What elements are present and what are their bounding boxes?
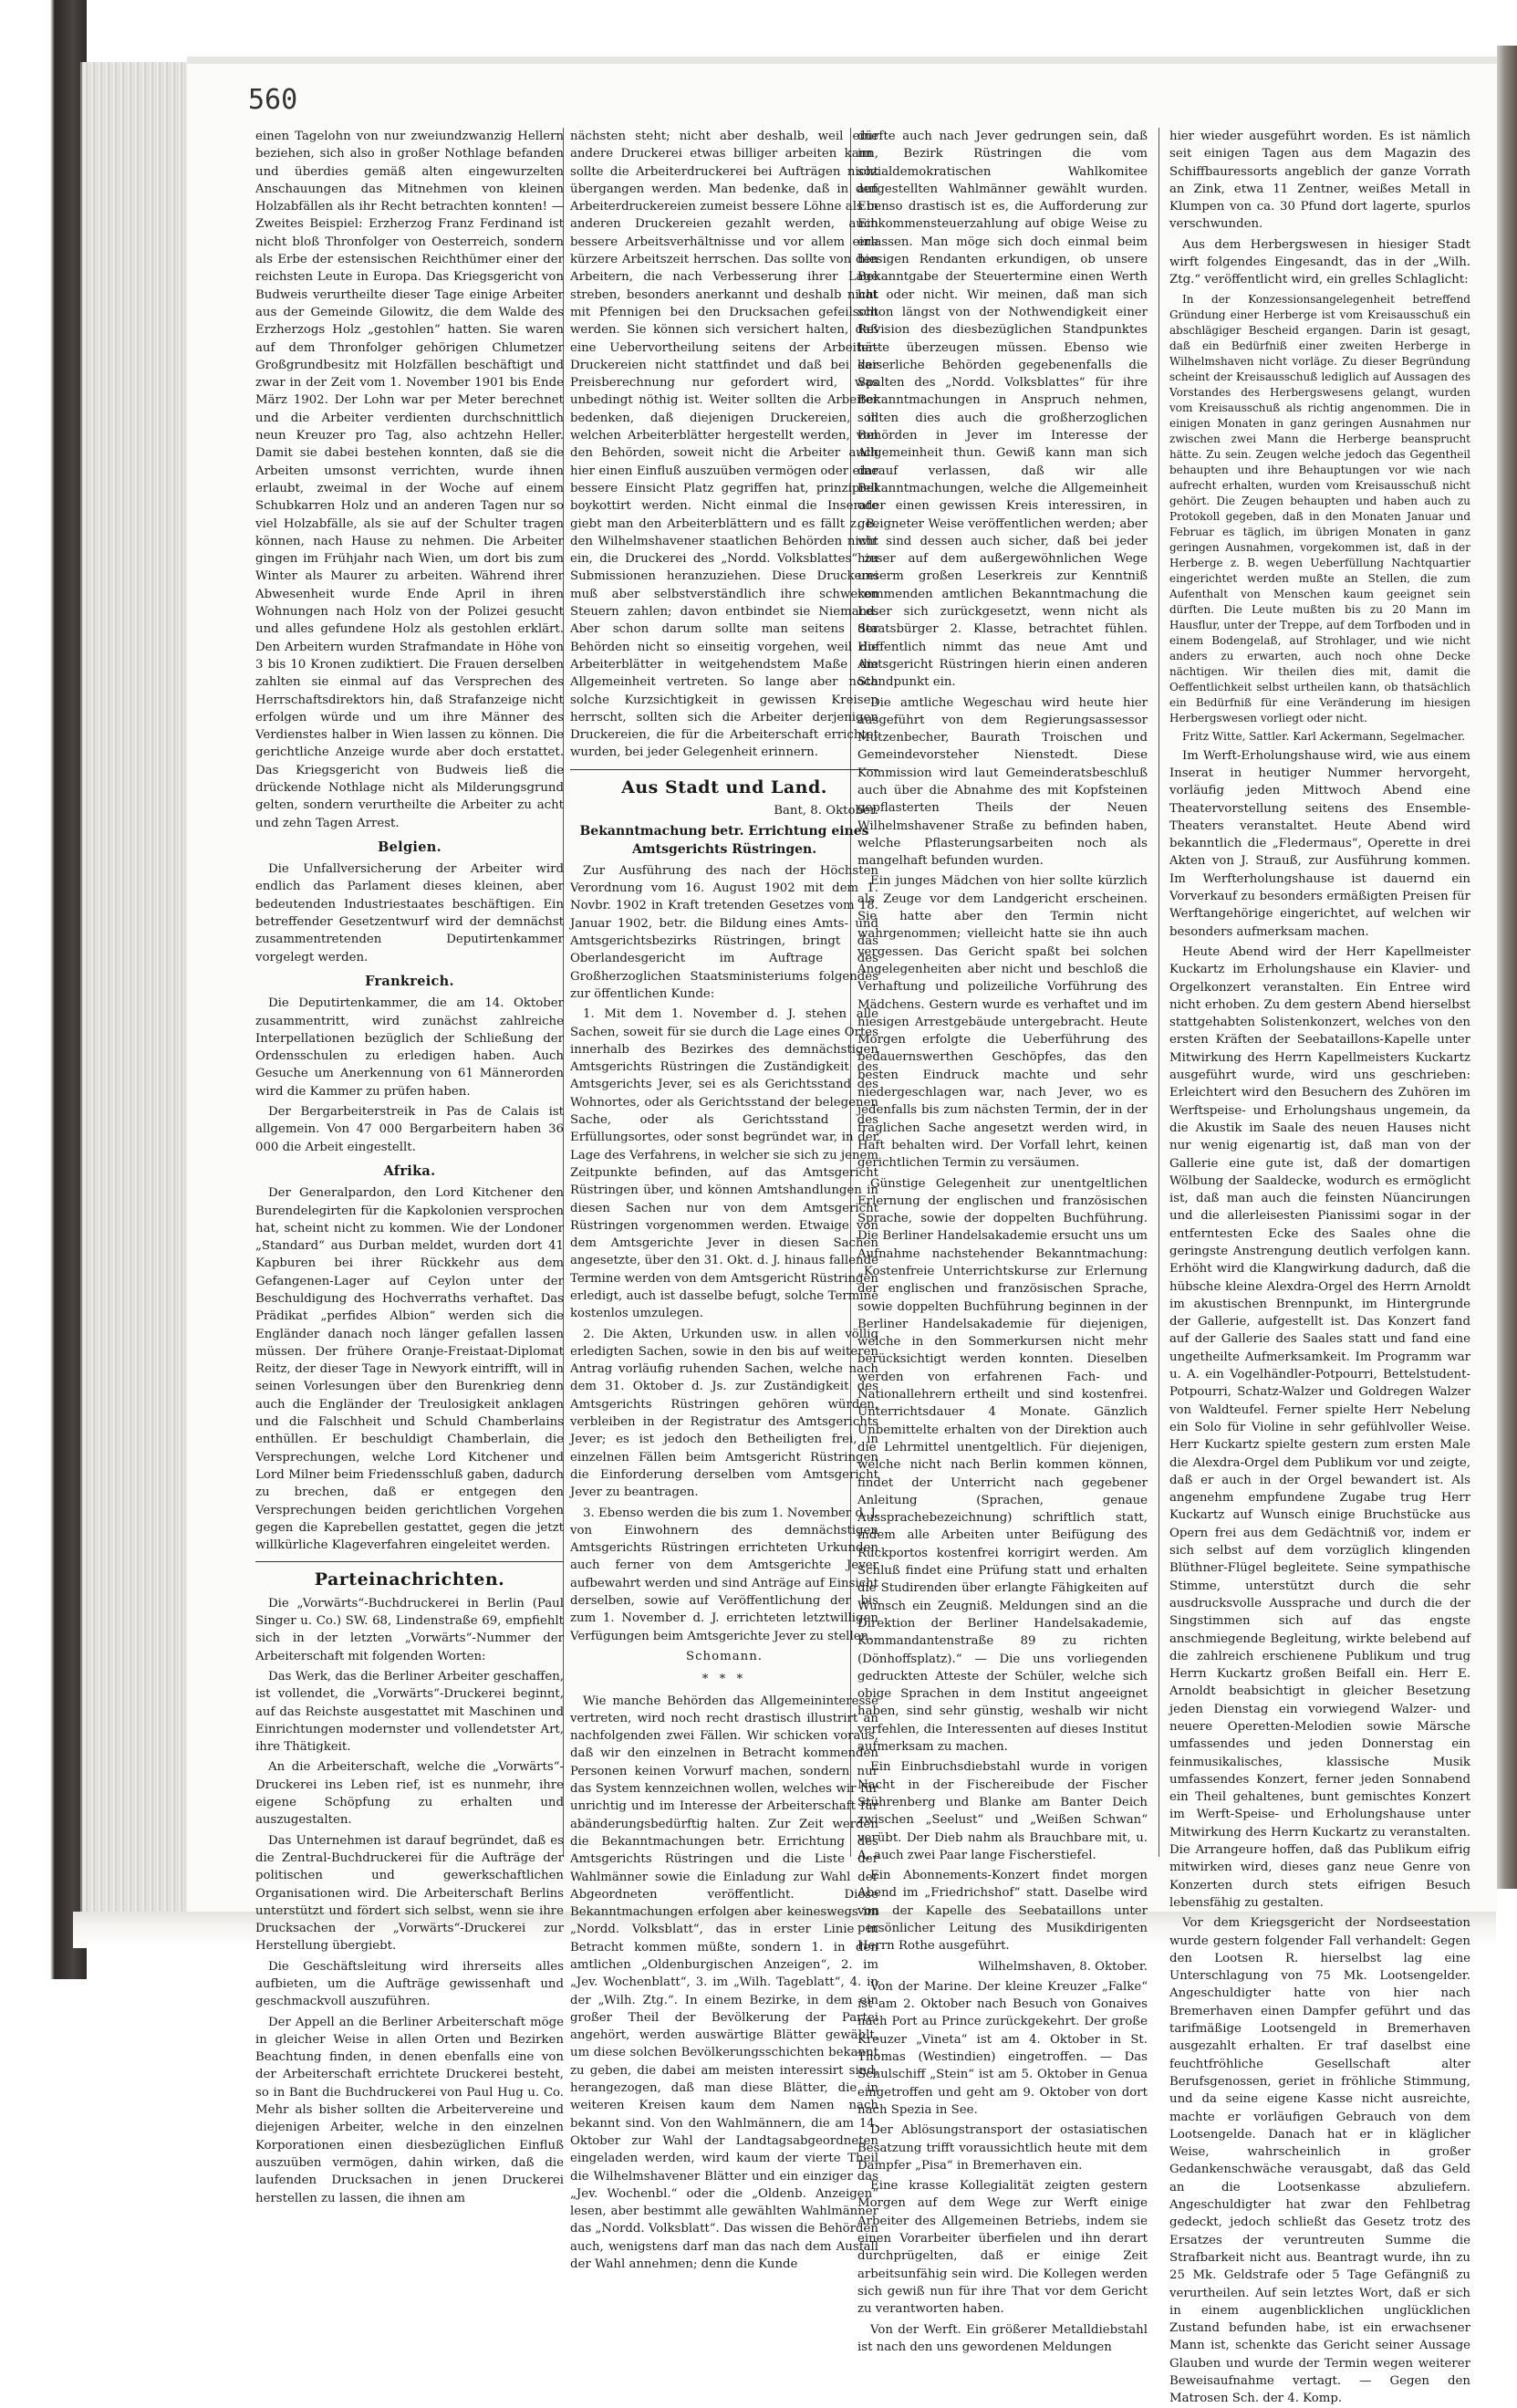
article-paragraph: Der Generalpardon, den Lord Kitchener den Burendelegirten für die Kapkolonien versprochen hat, scheint nicht zu kommen. Wie der Londoner „Standard“ aus Durban meldet, wurden dort 41 Kapburen bei ihrer Rückkehr aus dem Gefangenen-Lager auf Ceylon unter der Beschuldigung des Hochverraths verhaftet. Das Prädikat „perfides Albion“ werden sich die Engländer danach noch länger gefallen lassen müssen. Der frühere Oranje-Freistaat-Diplomat Reitz, der dieser Tage in Newyork eintrifft, will in seinen Vorlesungen über den Burenkrieg denn auch die Engländer der Treulosigkeit anklagen und die Falschheit und Schuld Chamberlains enthüllen. Er beschuldigt Chamberlain, die Versprechungen, welche Lord Kitchener und Lord Milner beim Friedensschluß gaben, dadurch zu brechen, daß er entgegen den Versprechungen beiden gerichtlichen Vorgehen gegen die Kaprebellen gestattet, gegen die jetzt willkürliche Klageverfahren eingeleitet werden.: [255, 1186, 564, 1553]
article-paragraph: Wie manche Behörden das Allgemeininteresse vertreten, wird noch recht drastisch illustrirt an nachfolgenden zwei Fällen. Wir schicken voraus, daß wir den einzelnen in Betracht kommenden Personen keinen Vorwurf machen, sondern nur das System kennzeichnen wollen, welches wir für unrichtig und im Interesse der Arbeiterschaft für abänderungsbedürftig halten. Zur Zeit werden die Bekanntmachungen betr. Errichtung des Amtsgerichts Rüstringen und die Liste der Wahlmänner sowie die Einladung zur Wahl der Abgeordneten veröffentlicht. Diese Bekanntmachungen erfolgen aber keineswegs im „Nordd. Volksblatt“, das in erster Linie in Betracht kommen müßte, sondern 1. in den amtlichen „Oldenburgischen Anzeigen“, 2. im „Jev. Wochenblatt“, 3. im „Wilh. Tageblatt“, 4. in der „Wilh. Ztg.“. In einem Bezirke, in dem ein großer Theil der Bevölkerung der Partei angehört, werden auswärtige Blätter gewählt, um diese solchen Bevölkerungsschichten bekannt zu geben, die dabei am meisten interessirt sind, herangezogen, daß man diese Blätter, die in weiteren Kreisen kaum dem Namen nach bekannt sind. Von den Wahlmännern, die am 14. Oktober zur Wahl der Landtagsabgeordneten eingeladen werden, wird kaum der vierte Theil die Wilhelmshavener Blätter und ein einziger das „Jev. Wochenbl.“ oder die „Oldenb. Anzeigen“ lesen, aber bestimmt alle gewählten Wahlmänner das „Nordd. Volksblatt“. Das wissen die Behörden auch, wenigstens darf man das nach dem Ausfall der Wahl annehmen; denn die Kunde: [570, 1694, 878, 2272]
article-paragraph: Eine krasse Kollegialität zeigten gestern Morgen auf dem Wege zur Werft einige Arbeiter des Allgemeinen Betriebs, indem sie einen Vorarbeiter überfielen und ihn derart durchprügelten, daß er einige Zeit arbeitsunfähig sein wird. Die Kollegen werden sich gewiß nun für ihre That vor dem Gericht zu verantworten haben.: [857, 2179, 1148, 2317]
article-paragraph: Die amtliche Wegeschau wird heute hier ausgeführt von dem Regierungsassessor Mutzenbecher, Baurath Troischen und Gemeindevorsteher Nienstedt. Diese Kommission wird laut Gemeinderatsbeschluß auch über die Abnahme des mit Kopfsteinen gepflasterten Theils der Neuen Wilhelmshavener Straße zu befinden haben, welche Pflasterungsarbeiten noch als mangelhaft befunden wurden.: [857, 695, 1148, 869]
asterism: * * *: [701, 1673, 747, 1687]
letter-signature: Fritz Witte, Sattler. Karl Ackermann, Segelmacher.: [1182, 729, 1466, 743]
letter-to-editor: In der Konzessionsangelegenheit betreffend Gründung einer Herberge ist vom Kreisausschuß ein abschlägiger Bescheid ergangen. Darin ist gesagt, daß ein Bedürfniß einer zweiten Herberge in Wilhelmshaven nicht vorläge. Zu dieser Begründung scheint der Kreisausschuß lediglich auf Aussagen des Vorstandes des Herbergswesens gelangt, wurden vom Kreisausschuß als richtig angenommen. Die in einigen Monaten in ganz geringen Ausnahmen nur zwischen zwei Mann die Herberge beansprucht hätte. Zu sein. Zeugen welche jedoch das Gegentheil behaupten und ihre Behauptungen vor wie nach aufrecht erhalten, wurden vom Kreisausschuß nicht gehört. Die Zeugen behaupten und haben auch zu Protokoll gegeben, daß in den Monaten Januar und Februar es täglich, im übrigen Monaten in ganz geringen Ausnahmen, vorgekommen ist, daß in der Herberge z. B. wegen Ueberfüllung Nachtquartier eingerichtet werden mußte an Stellen, die zum Aufenthalt von Menschen kaum geeignet sein dürften. Die Leute mußten bis zu 20 Mann im Hausflur, unter der Treppe, auf dem Torfboden und in einem Bodengelaß, auf Strohlager, und wie nicht anders zu erwarten, auch noch ohne Decke nächtigen. Wir theilen dies mit, damit die Oeffentlichkeit selbst urtheilen kann, ob thatsächlich ein Bedürfniß für eine Veränderung im hiesigen Herbergswesen vorliegt oder nicht.: [1169, 292, 1470, 724]
article-paragraph: 3. Ebenso werden die bis zum 1. November d. J. von Einwohnern des demnächstigen Amtsgerichts Rüstringen errichteten Urkunden auch ferner von dem Amtsgerichte Jever aufbewahrt werden und sind Anträge auf Einsicht derselben, sowie auf Veröffentlichung der bis zum 1. November d. J. errichteten letztwilligen Verfügungen beim Amtsgerichte Jever zu stellen.: [570, 1506, 878, 1643]
article-paragraph: Das Unternehmen ist darauf begründet, daß es die Zentral-Buchdruckerei für die Aufträge der politischen und gewerkschaftlichen Organisationen wird. Die Arbeiterschaft Berlins unterstützt und fördert sich selbst, wenn sie ihre Drucksachen der „Vorwärts“-Druckerei zur Herstellung übergiebt.: [255, 1833, 564, 1954]
section-heading-frankreich: Frankreich.: [365, 973, 454, 989]
article-paragraph: Günstige Gelegenheit zur unentgeltlichen Erlernung der englischen und französischen Sprache, sowie der doppelten Buchführung. Die Berliner Handelsakademie ersucht uns um Aufnahme nachstehender Bekanntmachung: „Kostenfreie Unterrichtskurse zur Erlernung der englischen und französischen Sprache, sowie doppelten Buchführung beginnen in der Berliner Handelsakademie für diejenigen, welche in den Sommerkursen nicht mehr berücksichtigt werden konnten. Dieselben werden von erfahrenen Fach- und Nationallehrern ertheilt und sind kostenfrei. Unterrichtsdauer 4 Monate. Gänzlich Unbemittelte erhalten von der Direktion auch die Lehrmittel unentgeltlich. Für diejenigen, welche nicht nach Berlin kommen können, findet der Unterricht nach gegebener Anleitung (Sprachen, genaue Aussprachebezeichnung) schriftlich statt, indem alle Arbeiten unter Beifügung des Rückportos kostenfrei korrigirt werden. Am Schluß findet eine Prüfung statt und erhalten die Studirenden über erlangte Fähigkeiten auf Wunsch ein Zeugniß. Meldungen sind an die Direktion der Berliner Handelsakademie, Kommandantenstraße 89 zu richten (Dönhoffsplatz).“ — Die uns vorliegenden gedruckten Atteste der Schüler, welche sich obige Sprachen in dem Institut angeeignet haben, sind sehr günstig, weshalb wir nicht verfehlen, die Interessenten auf dieses Institut aufmerksam zu machen.: [857, 1176, 1148, 1755]
article-paragraph: Aus dem Herbergswesen in hiesiger Stadt wirft folgendes Eingesandt, das in der „Wilh. Ztg.“ veröffentlicht wird, ein grelles Schlaglicht:: [1169, 237, 1470, 287]
article-paragraph: Die Geschäftsleitung wird ihrerseits alles aufbieten, um die Aufträge gewissenhaft und geschmackvoll auszuführen.: [255, 1959, 564, 2009]
article-paragraph: Der Bergarbeiterstreik in Pas de Calais ist allgemein. Von 47 000 Bergarbeitern haben 36 000 die Arbeit eingestellt.: [255, 1105, 564, 1154]
column-3: [857, 128, 1148, 2354]
book-binding: [0, 0, 87, 1979]
article-paragraph: einen Tagelohn von nur zweiundzwanzig Hellern beziehen, sich also in großer Nothlage befanden und überdies gemäß alten eingewurzelten Anschauungen das Mitnehmen von kleinen Holzabfällen als ihr Recht betrachten konnten! — Zweites Beispiel: Erzherzog Franz Ferdinand ist nicht bloß Thronfolger von Oesterreich, sondern als Erbe der estensischen Reichthümer einer der reichsten Leute in Europa. Das Kriegsgericht von Budweis verurtheilte dieser Tage einige Arbeiter aus der Gemeinde Gilowitz, die dem Walde des Erzherzogs Holz „gestohlen“ hatten. Sie waren auf dem Thronfolger gehörigen Chlumetzer Großgrundbesitz mit Holzfällen beschäftigt und zwar in der Zeit vom 1. November 1901 bis Ende März 1902. Der Lohn war per Meter berechnet und die Arbeiter verdienten durchschnittlich neun Kreuzer pro Tag, also achtzehn Heller. Damit sie dabei bestehen konnten, daß sie die Arbeiten umsonst verrichten, wurde ihnen erlaubt, zweimal in der Woche auf einem Schubkarren Holz und an anderen Tagen nur so viel Holzabfälle, als sie auf der Schulter tragen können, nach Hause zu nehmen. Die Arbeiter gingen im Frühjahr nach Wien, um dort bis zum Winter als Maurer zu arbeiten. Während ihrer Abwesenheit wurde Ende April in ihren Wohnungen nach Holz von der Polizei gesucht und alles gefundene Holz als gestohlen erklärt. Den Arbeitern wurden Strafmandate in Höhe von 3 bis 10 Kronen zudiktiert. Die Frauen derselben zahlten sie einmal auf das Versprechen des Herrschaftsdirektors hin, daß Strafanzeige nicht erfolgen würde und um ihre Männer des Verdienstes halber in Wien lassen zu können. Die gerichtliche Anzeige wurde aber doch erstattet. Das Kriegsgericht von Budweis ließ die drückende Nothlage nicht als Milderungsgrund gelten, sondern verurtheilte die Arbeiter zu acht und zehn Tagen Arrest.: [255, 130, 564, 830]
dateline: Wilhelmshaven, 8. Oktober.: [978, 1959, 1148, 1974]
article-paragraph: Zur Ausführung des nach der Höchsten Verordnung vom 16. August 1902 mit dem 1. Novbr. 1902 in Kraft tretenden Gesetzes vom 18. Januar 1902, betr. die Bildung eines Amts- und Amtsgerichtsbezirks Rüstringen, bringt das Oberlandesgericht im Auftrage des Großherzoglichen Staatsministeriums folgendes zur öffentlichen Kunde:: [570, 863, 878, 1001]
book-right-edge: [1497, 46, 1517, 1889]
article-paragraph: Das Werk, das die Berliner Arbeiter geschaffen, ist vollendet, die „Vorwärts“-Druckerei beginnt, auf das Reichste ausgestattet mit Maschinen und Einrichtungen modernster und vollendetster Art, ihre Thätigkeit.: [255, 1669, 564, 1755]
article-paragraph: Heute Abend wird der Herr Kapellmeister Kuckartz im Erholungshause ein Klavier- und Orgelkonzert veranstalten. Ein Entree wird nicht erhoben. Zu dem gestern Abend hierselbst stattgehabten Solistenkonzert, welches von den ersten Kräften der Seebataillons-Kapelle unter Mitwirkung des Herrn Kapellmeisters Kuckartz ausgeführt wurde, wird uns geschrieben: Erleichtert wird den Besuchern des Zuhören im Werftspeise- und Erholungshaus ungemein, da die Akustik im Saale des neuen Hauses nicht nur wenig eigenartig ist, daß man von der Gallerie eine gute ist, daß der domartigen Wölbung der Saaldecke, wodurch es ermöglicht ist, daß man auch die feinsten Nüancirungen und die allerleisesten Pianissimi sogar in der entferntesten Ecke des Saales ohne die geringste Anstrengung deutlich verfolgen kann. Erhöht wird die Klangwirkung dadurch, daß die hübsche kleine Alexdra-Orgel des Herrn Arnoldt im akustischen Brennpunkt, im Hintergrunde der Gallerie, aufgestellt ist. Das Konzert fand auf der Gallerie des Saales statt und fand eine ungetheilte Aufmerksamkeit. Im Programm war u. A. ein Vogelhändler-Potpourri, Bettelstudent-Potpourri, Schatz-Walzer und Goldregen Walzer von Waldteufel. Ferner spielte Herr Nebelung ein Solo für Violine in sehr gefühlvoller Weise. Herr Kuckartz spielte gestern zum ersten Male die Alexdra-Orgel dem Publikum vor und zeigte, daß er auch in der Orgel bewandert ist. Als angenehm empfundene Zugabe trug Herr Kuckartz auf Wunsch einige Bruchstücke aus Opern frei aus dem Gedächtniß vor, indem er sich selbst auf dem vorzüglich klingenden Blüthner-Flügel begleitete. Seine sympathische Stimme, unterstützt durch die sehr ausdrucksvolle Aussprache und durch die der Singstimmen sich auf das engste anschmiegende Begleitung, wirkte belebend auf die zahlreich erschienene Publikum und trug Herrn Kuckartz großen Beifall ein. Herr E. Arnoldt beabsichtigt in gleicher Besetzung jeden Dienstag ein vorwiegend Walzer- und neuere Operetten-Melodien sowie Märsche umfassendes und jeden Donnerstag ein feinmusikalisches, klassische Musik umfassendes Konzert, ferner jeden Sonnabend ein Theil gehaltenes, bunt gemischtes Konzert im Werft-Speise- und Erholungshause unter Mitwirkung des Herrn Kuckartz zu veranstalten. Die Arrangeure hoffen, daß das Publikum eifrig mitwirken wird, dieses ganz neue Genre von Konzerten durch stets eifrigen Besuch lebensfähig zu gestalten.: [1169, 944, 1470, 1910]
column-4: [1169, 128, 1470, 2406]
article-paragraph: Der Ablösungstransport der ostasiatischen Besatzung trifft voraussichtlich heute mit dem Dampfer „Pisa“ in Bremerhaven ein.: [857, 2123, 1148, 2173]
section-heading-parteinachrichten: Parteinachrichten.: [314, 1569, 505, 1590]
article-heading-bekanntmachung: Bekanntmachung betr. Errichtung eines Amtsgerichts Rüstringen.: [579, 824, 869, 857]
article-paragraph: 2. Die Akten, Urkunden usw. in allen völlig erledigten Sachen, sowie in den bis auf weiteren Antrag vorläufig ruhenden Sachen, welche nach dem 31. Oktober d. Js. zur Zuständigkeit des Amtsgerichts Rüstringen gehören würden, verbleiben in der Registratur des Amtsgerichts Jever; es ist jedoch den Betheiligten frei, in einzelnen Fällen beim Amtsgericht Rüstringen die Einforderung derselben vom Amtsgericht Jever zu beantragen.: [570, 1327, 878, 1500]
dateline: Bant, 8. Oktober.: [774, 803, 878, 818]
section-divider: [255, 1561, 564, 1562]
column-2: [570, 128, 878, 2272]
article-paragraph: Die „Vorwärts“-Buchdruckerei in Berlin (Paul Singer u. Co.) SW. 68, Lindenstraße 69, empfiehlt sich in der letzten „Vorwärts“-Nummer der Arbeiterschaft mit folgenden Worten:: [255, 1596, 564, 1663]
article-paragraph: dürfte auch nach Jever gedrungen sein, daß im Bezirk Rüstringen die vom sozialdemokratischen Wahlkomitee aufgestellten Wahlmänner gewählt wurden. Ebenso drastisch ist es, die Aufforderung zur Einkommensteuerzahlung auf obige Weise zu erlassen. Man möge sich doch einmal beim hiesigen Rendanten erkundigen, ob unsere Bekanntgabe der Steuertermine einen Werth hat oder nicht. Wir meinen, daß man sich schon längst von der Nothwendigkeit einer Revision des diesbezüglichen Standpunktes hätte überzeugen müssen. Ebenso wie kaiserliche Behörden gegebenenfalls die Spalten des „Nordd. Volksblattes“ für ihre Bekanntmachungen in Anspruch nehmen, sollten dies auch die großherzoglichen Behörden in Jever im Interesse der Allgemeinheit thun. Gewiß kann man sich darauf verlassen, daß wir alle Bekanntmachungen, welche die Allgemeinheit oder einen gewissen Kreis interessiren, in geeigneter Weise veröffentlichen werden; aber wir sind dessen auch sicher, daß bei jeder hieser auf dem außergewöhnlichen Wege unserm großen Leserkreis zur Kenntniß kommenden amtlichen Bekanntmachung die Leser sich zurückgesetzt, wenn nicht als Staatsbürger 2. Klasse, betrachtet fühlen. Hoffentlich nimmt das neue Amt und Amtsgericht Rüstringen hierin einen anderen Standpunkt ein.: [857, 130, 1148, 690]
signature: Schomann.: [685, 1649, 764, 1663]
section-heading-stadt-und-land: Aus Stadt und Land.: [621, 777, 827, 797]
article-paragraph: Die Deputirtenkammer, die am 14. Oktober zusammentritt, wird zunächst zahlreiche Interpellationen bezüglich der Schließung der Ordensschulen zu erledigen haben. Auch Gesuche um Anerkennung von 61 Männerorden wird die Kammer zu prüfen haben.: [255, 996, 564, 1099]
article-paragraph: Ein Abonnements-Konzert findet morgen Abend im „Friedrichshof“ statt. Daselbe wird von der Kapelle des Seebataillons unter persönlicher Leitung des Musikdirigenten Herrn Rothe ausgeführt.: [857, 1869, 1148, 1954]
article-paragraph: Ein junges Mädchen von hier sollte kürzlich als Zeuge vor dem Landgericht erscheinen. Sie hatte aber den Termin nicht wahrgenommen; vielleicht hatte sie ihn auch vergessen. Das Gericht spaßt bei solchen Angelegenheiten aber nicht und beschloß die Verhaftung und polizeiliche Vorführung des Mädchens. Gestern wurde es verhaftet und im hiesigen Arrestgebäude untergebracht. Heute Morgen erfolgte die Ueberführung des bedauernswerthen Geschöpfes, das den besten Eindruck machte und sehr niedergeschlagen war, nach Jever, wo es jedenfalls bis zum nächsten Termin, der in der fraglichen Sache angesetzt werden wird, in Haft behalten wird. Der Vorfall lehrt, keinen gerichtlichen Termin zu versäumen.: [857, 874, 1148, 1171]
section-heading-afrika: Afrika.: [383, 1162, 436, 1179]
article-paragraph: hier wieder ausgeführt worden. Es ist nämlich seit einigen Tagen aus dem Magazin des Schiffbauressorts angeblich der ganze Vorrath an Zink, etwa 11 Zentner, weißes Metall in Klumpen von ca. 30 Pfund dort lagerte, spurlos verschwunden.: [1169, 130, 1470, 232]
article-paragraph: 1. Mit dem 1. November d. J. stehen alle Sachen, soweit für sie durch die Lage eines Ortes innerhalb des Bezirkes des demnächstigen Amtsgerichts Rüstringen die Zuständigkeit des Amtsgerichts Jever, sei es als Gerichtsstand des Wohnortes, oder als Gerichtsstand der belegenen Sache, oder als Gerichtsstand des Erfüllungsortes, oder sonst begründet war, in der Lage des Verfahrens, in welcher sie sich zu jenem Zeitpunkte befinden, auf das Amtsgericht Rüstringen über, und können Amtshandlungen in diesen Sachen nur von dem Amtsgericht Rüstringen vorgenommen werden. Etwaige von dem Amtsgerichte Jever in diesen Sachen angesetzte, über den 31. Okt. d. J. hinaus fallende Termine werden von dem Amtsgericht Rüstringen erledigt, auch ist dasselbe befugt, solche Termine kostenlos umzulegen.: [570, 1007, 878, 1321]
article-paragraph: Ein Einbruchsdiebstahl wurde in vorigen Nacht in der Fischereibude der Fischer Stührenberg und Blanke am Banter Deich zwischen „Seelust“ und „Weißen Schwan“ verübt. Der Dieb nahm als Brauchbare mit, u. A. auch zwei Paar lange Fischerstiefel.: [857, 1760, 1148, 1862]
article-paragraph: Die Unfallversicherung der Arbeiter wird endlich das Parlament dieses kleinen, aber bedeutenden Industriestaates beschäftigen. Ein betreffender Gesetzentwurf wird der demnächst zusammentretenden Deputirtenkammer vorgelegt werden.: [255, 862, 564, 964]
column-1: [255, 128, 564, 2205]
section-divider: [570, 769, 878, 770]
article-paragraph: Im Werft-Erholungshause wird, wie aus einem Inserat in heutiger Nummer hervorgeht, vorläufig jeden Mittwoch Abend eine Theatervorstellung seitens des Ensemble-Theaters veranstaltet. Heute Abend wird bekanntlich die „Fledermaus“, Operette in drei Akten von J. Strauß, zur Ausführung kommen. Im Werfterholungshause ist dauernd ein Vorverkauf zu besonders ermäßigten Preisen für Werftangehörige eingerichtet, auf welchen wir besonders aufmerksam machen.: [1169, 748, 1470, 939]
article-paragraph: Von der Werft. Ein größerer Metalldiebstahl ist nach den uns gewordenen Meldungen: [857, 2322, 1148, 2354]
page-number: 560: [248, 84, 298, 116]
article-paragraph: An die Arbeiterschaft, welche die „Vorwärts“-Druckerei ins Leben rief, ist es nunmehr, ihre eigene Schöpfung zu erhalten und auszugestalten.: [255, 1760, 564, 1828]
article-paragraph: Der Appell an die Berliner Arbeiterschaft möge in gleicher Weise in allen Orten und Bezirken Beachtung finden, in denen ebenfalls eine von der Arbeiterschaft errichtete Druckerei besteht, so in Bant die Buchdruckerei von Paul Hug u. Co. Mehr als bisher sollten die Arbeitervereine und diejenigen Arbeiter, welche in den einzelnen Korporationen einen diesbezüglichen Einfluß auszuüben vermögen, dahin wirken, daß die laufenden Drucksachen in jenen Druckerei herstellen zu lassen, die ihnen am: [255, 2015, 564, 2205]
article-paragraph: Vor dem Kriegsgericht der Nordseestation wurde gestern folgender Fall verhandelt: Gegen den Lootsen R. hierselbst lag eine Unterschlagung von 75 Mk. Lootsengelder. Angeschuldigter hatte von hier nach Bremerhaven einen Dampfer geführt und das tarifmäßige Lootsengeld in Bremerhaven ausgezahlt erhalten. Er traf daselbst eine feuchtfröhliche Gesellschaft alter Berufsgenossen, geriet in fröhliche Stimmung, und da seine eigene Kasse nicht ausreichte, machte er vorläufigen Gebrauch von dem Lootsengelde. Danach hat er in kläglicher Weise, wahrscheinlich in großer Gedankenschwäche verausgabt, daß das Geld an die Lootsenkasse abzuliefern. Angeschuldigter hat zwar den Fehlbetrag gedeckt, jedoch schließt das Gesetz trotz des Ersatzes der veruntreuten Summe die Strafbarkeit nicht aus. Beantragt wurde, ihn zu 25 Mk. Geldstrafe oder 5 Tage Gefängniß zu verurtheilen. Auf sein letztes Wort, daß er sich in einem augenblicklichen unglücklichen Zustand befunden habe, ist ein erwachsener Mann ist, schenkte das Gericht seiner Aussage Glauben und wurde der Termin wegen weiterer Beweisaufnahme vertagt. — Gegen den Matrosen Sch. der 4. Komp.: [1169, 1916, 1470, 2406]
section-heading-belgien: Belgien.: [378, 839, 442, 855]
page-stack-edges: [80, 62, 192, 1914]
article-paragraph: nächsten steht; nicht aber deshalb, weil eine andere Druckerei etwas billiger arbeiten kann, sollte die Arbeiterdruckerei bei Aufträgen nicht übergangen werden. Man bedenke, daß in den Arbeiterdruckereien zumeist bessere Löhne als in anderen Druckereien gezahlt werden, auch bessere Arbeitsverhältnisse und vor allem eine kürzere Arbeitszeit herrschen. Das sollte von den Arbeitern, die nach Verbesserung ihrer Lage streben, besonders anerkannt und deshalb nicht mit Pfennigen bei den Drucksachen gefeilscht werden. Sie können sich versichert halten, daß eine Uebervortheilung seitens der Arbeiter-Druckereien nicht stattfindet und daß bei der Preisberechnung nur gefordert wird, was unbedingt nöthig ist. Weiter sollten die Arbeiter bedenken, daß diejenigen Druckereien, in welchen Arbeiterblätter hergestellt werden, von den Behörden, soweit nicht die Arbeiter auch hier einen Einfluß auszuüben vermögen oder eine bessere Einsicht Platz gegriffen hat, prinzipiell boykottirt werden. Nicht einmal die Inserate giebt man den Arbeiterblättern und es fällt z. B. den Wilhelmshavener staatlichen Behörden nicht ein, die Druckerei des „Nordd. Volksblattes“ zu Submissionen heranzuziehen. Diese Druckerei muß aber selbstverständlich ihre schweren Steuern zahlen; davon entbindet sie Niemand. Aber schon darum sollte man seitens der Behörden nicht so einseitig vorgehen, weil die Arbeiterblätter in weitgehendstem Maße die Allgemeinheit vertreten. So lange aber noch solche Kurzsichtigkeit in gewissen Kreisen herrscht, sollten sich die Arbeiter derjenigen Druckereien, die für die Arbeiterschaft errichtet wurden, bei jeder Gelegenheit erinnern.: [570, 130, 878, 760]
article-paragraph: Von der Marine. Der kleine Kreuzer „Falke“ ist am 2. Oktober nach Besuch von Gonaives nach Port au Prince zurückgekehrt. Der große Kreuzer „Vineta“ ist am 4. Oktober in St. Thomas (Westindien) eingetroffen. — Das Schulschiff „Stein“ ist am 5. Oktober in Genua eingetroffen und geht am 9. Oktober von dort nach Spezia in See.: [857, 1979, 1148, 2117]
